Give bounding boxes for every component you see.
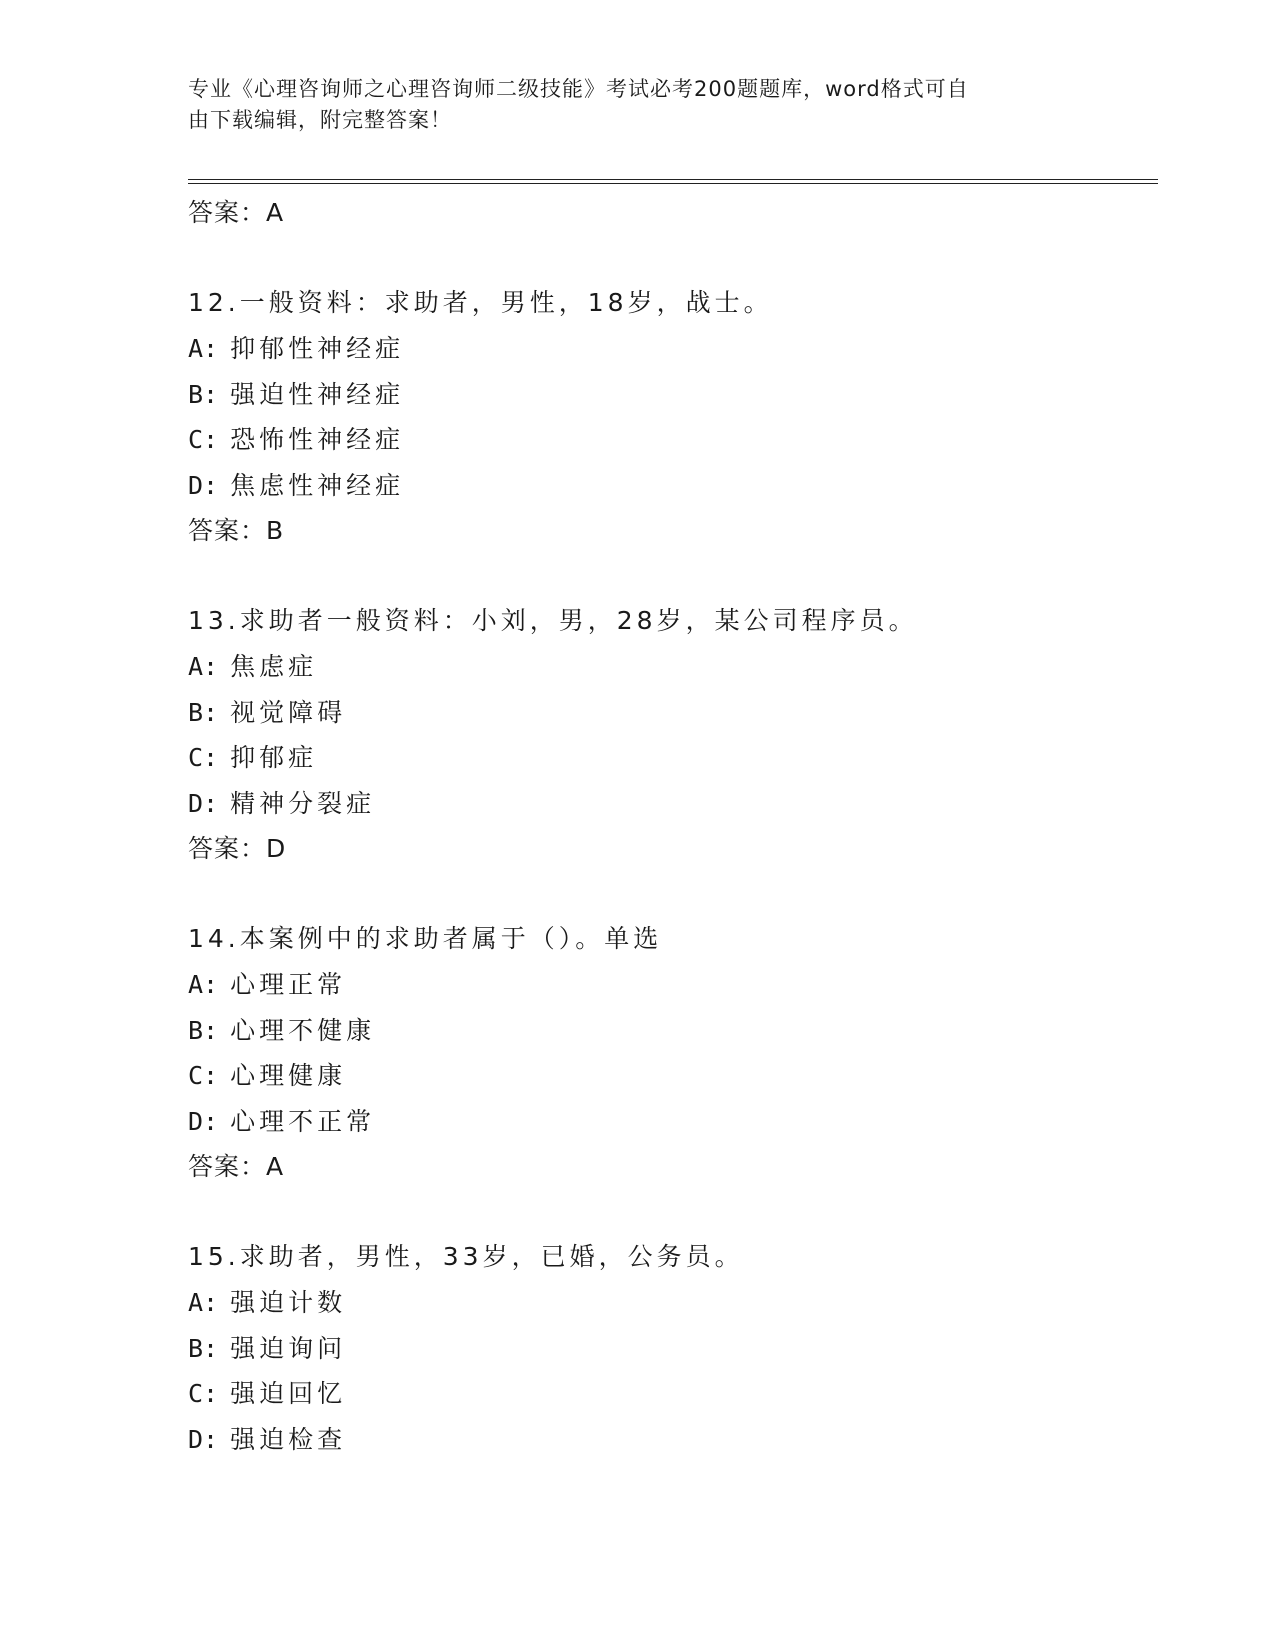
question-12 (188, 280, 1158, 554)
option-text: 恐怖性神经症 (230, 425, 405, 454)
document-body (188, 190, 1158, 1506)
header-line-2: 由下载编辑，附完整答案！ (188, 108, 452, 132)
option-letter: A: (188, 970, 219, 999)
page-header (188, 74, 1068, 136)
option-text: 精神分裂症 (230, 788, 376, 818)
option-letter: D: (188, 1424, 219, 1454)
option-letter: A: (188, 652, 219, 681)
option-letter: D: (188, 470, 219, 500)
option-b (188, 1008, 1158, 1054)
option-text: 心理不正常 (230, 1106, 376, 1136)
option-d (188, 463, 1158, 509)
option-letter: A: (188, 334, 219, 363)
option-letter: C: (188, 743, 219, 772)
option-a (188, 326, 1158, 372)
option-letter: C: (188, 425, 219, 454)
option-text: 心理不健康 (230, 1015, 376, 1045)
answer-line: 答案：A (188, 1152, 285, 1181)
option-letter: D: (188, 1106, 219, 1136)
answer-line: 答案：A (188, 198, 285, 227)
option-text: 心理正常 (230, 970, 347, 999)
option-letter: B: (188, 1015, 219, 1045)
option-letter: B: (188, 379, 219, 409)
answer-line: 答案：D (188, 834, 287, 863)
option-a (188, 1280, 1158, 1326)
option-a (188, 962, 1158, 1008)
option-letter: B: (188, 697, 219, 727)
option-text: 强迫检查 (230, 1424, 347, 1454)
option-letter: C: (188, 1379, 219, 1408)
option-text: 心理健康 (230, 1061, 347, 1090)
question-14 (188, 916, 1158, 1190)
option-text: 焦虑性神经症 (230, 470, 405, 500)
option-letter: D: (188, 788, 219, 818)
option-b (188, 372, 1158, 418)
question-15 (188, 1234, 1158, 1462)
option-text: 强迫计数 (230, 1288, 347, 1317)
option-letter: C: (188, 1061, 219, 1090)
option-letter: B: (188, 1333, 219, 1363)
option-text: 抑郁症 (230, 743, 318, 772)
header-divider (188, 179, 1158, 184)
option-d (188, 1099, 1158, 1145)
option-text: 强迫询问 (230, 1333, 347, 1363)
option-text: 视觉障碍 (230, 697, 347, 727)
option-a (188, 644, 1158, 690)
option-d (188, 1417, 1158, 1463)
question-stem: 13.求助者一般资料：小刘，男，28岁，某公司程序员。 (188, 606, 918, 635)
option-letter: A: (188, 1288, 219, 1317)
question-13 (188, 598, 1158, 872)
option-text: 强迫性神经症 (230, 379, 405, 409)
header-line-1: 专业《心理咨询师之心理咨询师二级技能》考试必考200题题库，word格式可自 (188, 77, 969, 101)
option-text: 焦虑症 (230, 652, 318, 681)
option-b (188, 690, 1158, 736)
option-b (188, 1326, 1158, 1372)
question-stem: 15.求助者，男性，33岁，已婚，公务员。 (188, 1242, 744, 1271)
option-text: 抑郁性神经症 (230, 334, 405, 363)
answer-line: 答案：B (188, 516, 285, 545)
option-text: 强迫回忆 (230, 1379, 347, 1408)
question-stem: 12.一般资料：求助者，男性，18岁，战士。 (188, 288, 773, 317)
option-c (188, 1053, 1158, 1099)
option-c (188, 735, 1158, 781)
option-d (188, 781, 1158, 827)
option-c (188, 1371, 1158, 1417)
option-c (188, 417, 1158, 463)
question-stem: 14.本案例中的求助者属于（）。单选 (188, 924, 663, 953)
